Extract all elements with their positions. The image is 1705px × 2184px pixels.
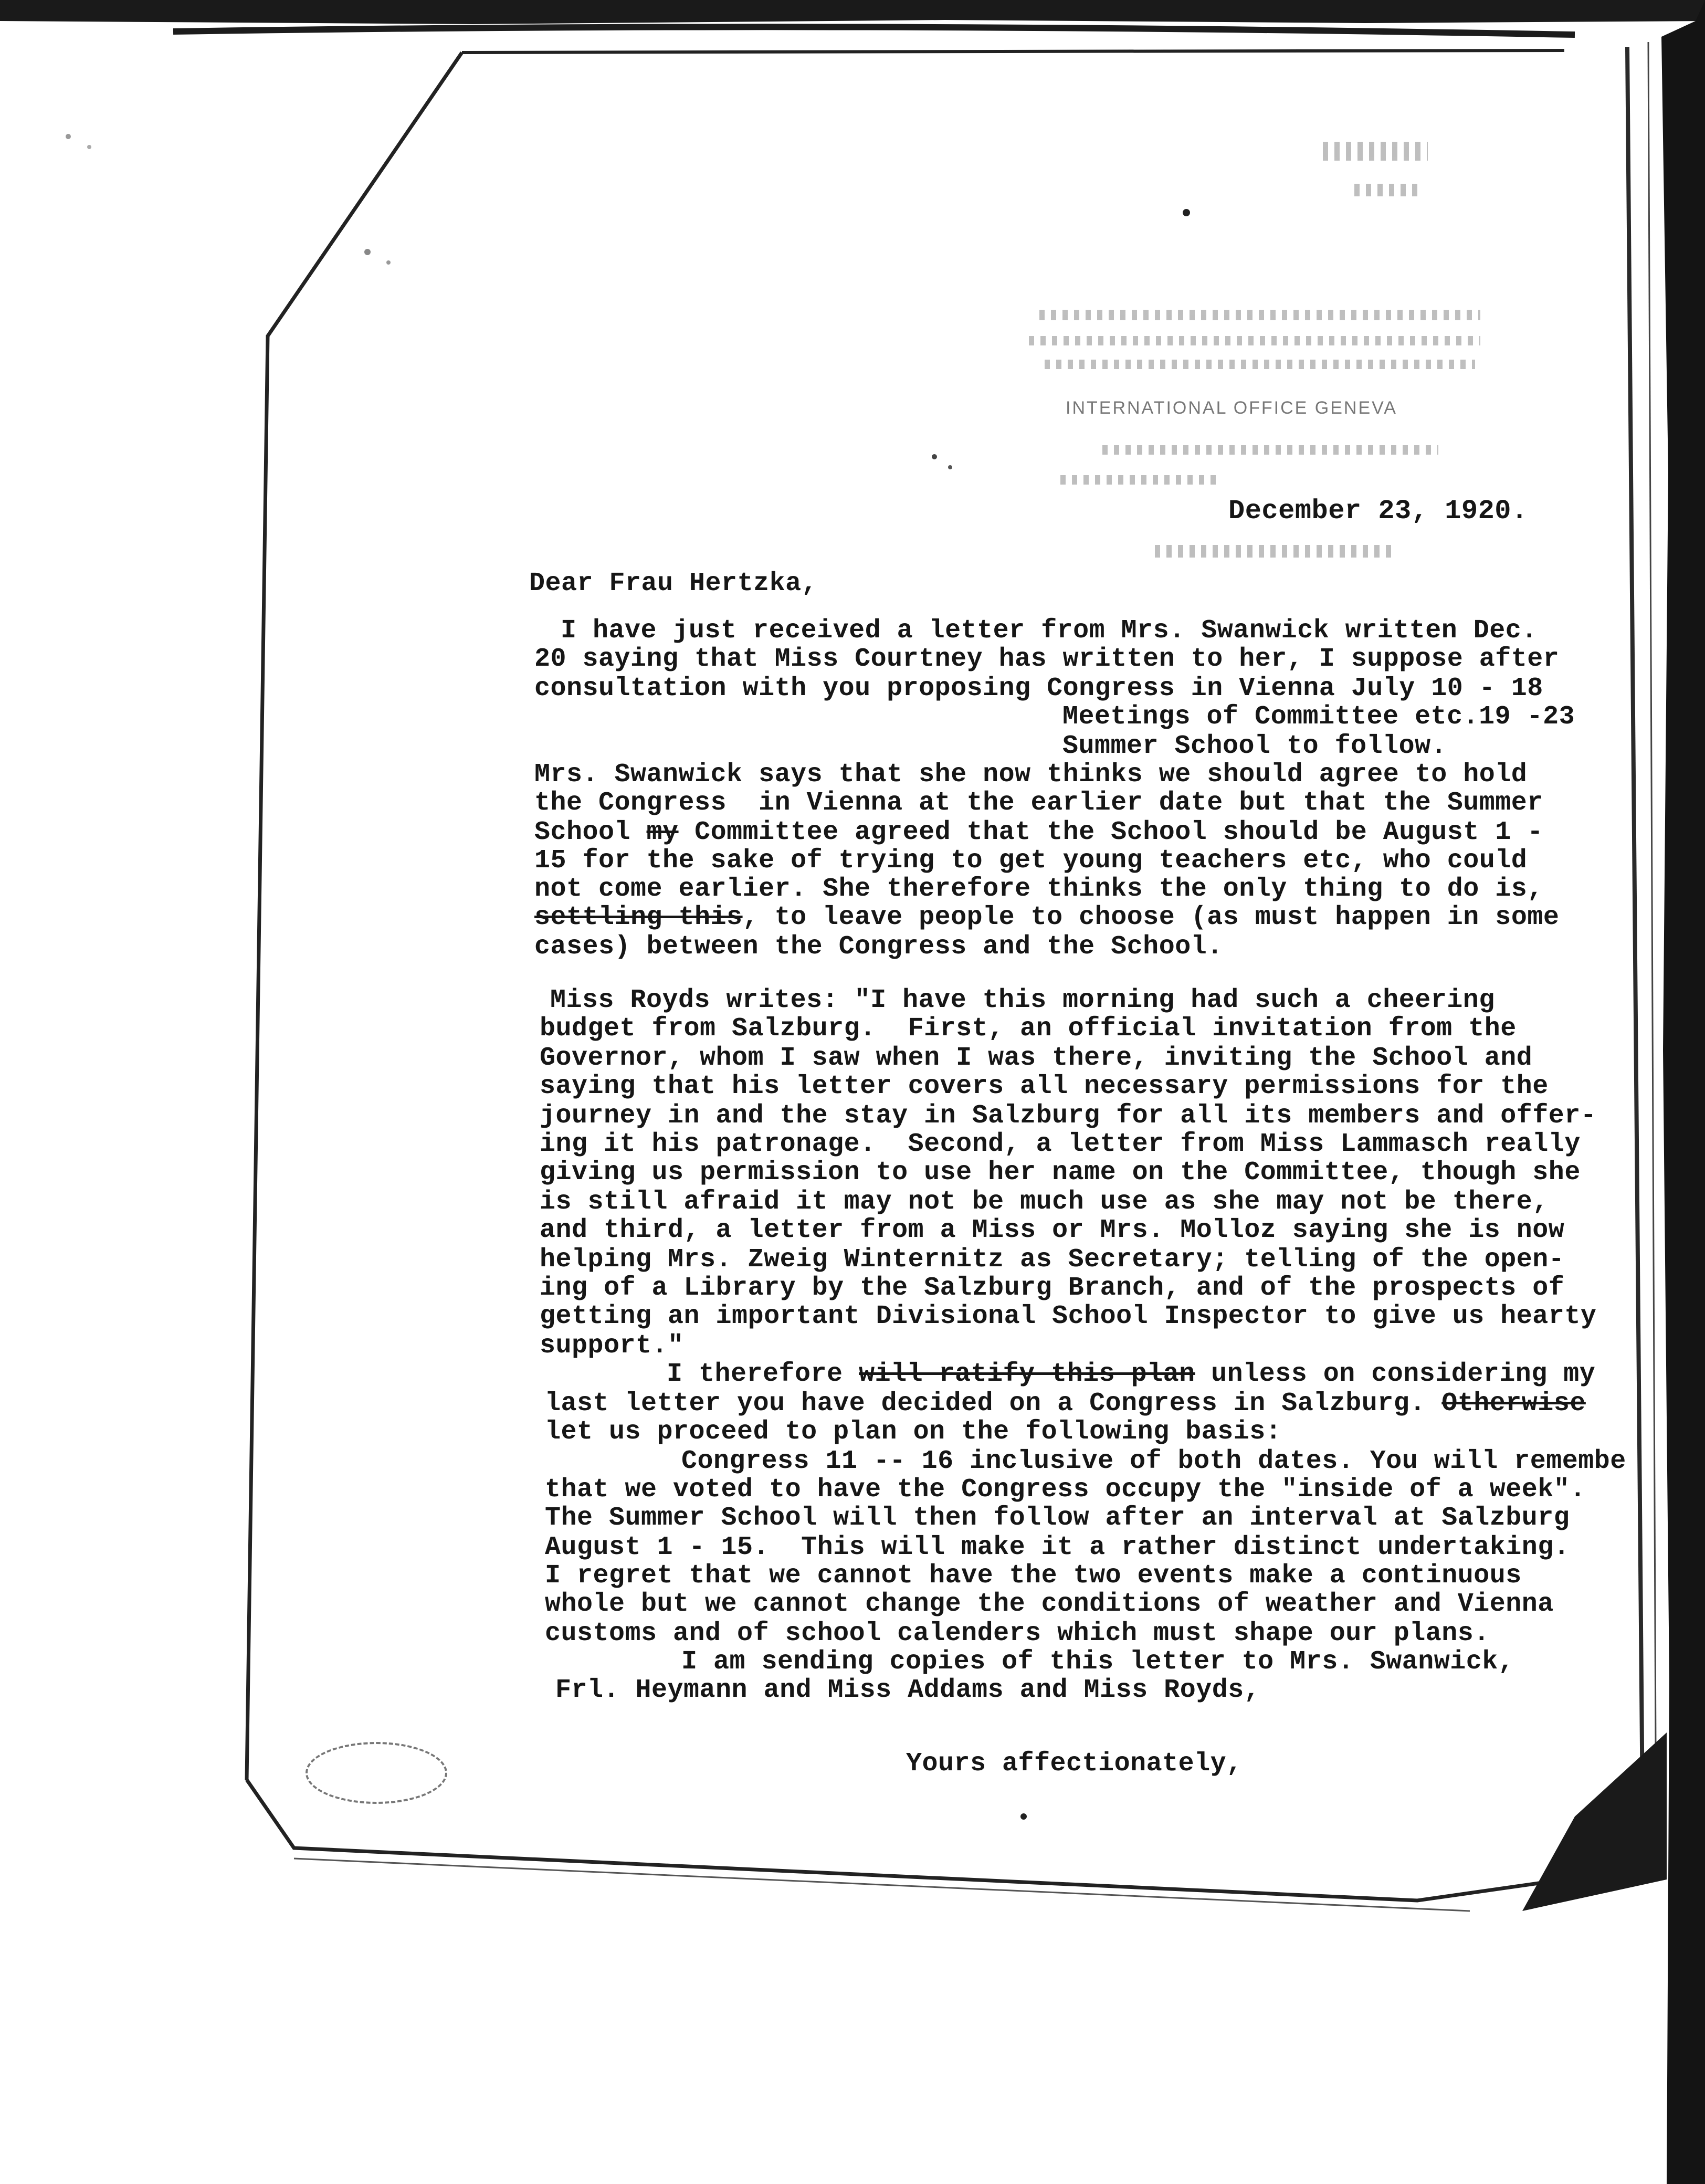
paragraph4-line: Congress 11 -- 16 inclusive of both dates. You will remembe xyxy=(681,1446,1626,1476)
paragraph4-line xyxy=(545,1388,1586,1420)
paragraph4-line: Frl. Heymann and Miss Addams and Miss Royds, xyxy=(555,1675,1260,1705)
paragraph4-line: customs and of school calenders which must shape our plans. xyxy=(545,1619,1490,1648)
letterhead-smudge xyxy=(1060,475,1218,485)
paragraph2-text: , to leave people to choose (as must happen in some xyxy=(742,902,1560,932)
paragraph3-line: ing of a Library by the Salzburg Branch, and of the prospects of xyxy=(540,1273,1565,1303)
paragraph4-line: I am sending copies of this letter to Mrs. Swanwick, xyxy=(681,1647,1514,1677)
paragraph2-line: 15 for the sake of trying to get young teachers etc, who could xyxy=(534,846,1528,876)
paragraph1-line: consultation with you proposing Congress in Vienna July 10 - 18 xyxy=(534,674,1543,704)
paragraph2-line: the Congress in Vienna at the earlier date but that the Summer xyxy=(534,788,1543,818)
paragraph3-line: getting an important Divisional School Inspector to give us hearty xyxy=(540,1301,1597,1331)
paragraph2-line: cases) between the Congress and the School. xyxy=(534,932,1223,962)
paragraph4-line: I regret that we cannot have the two events make a continuous xyxy=(545,1561,1522,1591)
paragraph1-line: I have just received a letter from Mrs. Swanwick written Dec. xyxy=(561,616,1538,646)
paragraph2-line xyxy=(534,817,1543,848)
paragraph4-text: unless on considering my xyxy=(1195,1359,1596,1389)
paragraph3-line: journey in and the stay in Salzburg for all its members and offer- xyxy=(540,1101,1597,1131)
paragraph4-line xyxy=(667,1359,1595,1390)
paragraph4-line: that we voted to have the Congress occupy the "inside of a week". xyxy=(545,1475,1586,1505)
paragraph3-line: ing it his patronage. Second, a letter from Miss Lammasch really xyxy=(540,1129,1581,1159)
paragraph2-text: School xyxy=(534,817,647,847)
paragraph4-text: I therefore xyxy=(667,1359,859,1389)
paragraph3-line: saying that his letter covers all necessary permissions for the xyxy=(540,1072,1549,1101)
paragraph2-line xyxy=(534,902,1559,933)
paragraph4-line: The Summer School will then follow after an interval at Salzburg xyxy=(545,1503,1570,1533)
paragraph2-line: Mrs. Swanwick says that she now thinks we should agree to hold xyxy=(534,760,1528,790)
struck-text: my xyxy=(646,817,679,847)
paragraph4-line: let us proceed to plan on the following basis: xyxy=(545,1417,1282,1447)
paragraph3-line: Miss Royds writes: "I have this morning had such a cheering xyxy=(550,985,1495,1015)
paragraph4-line: August 1 - 15. This will make it a rather distinct undertaking. xyxy=(545,1532,1570,1562)
letterhead-smudge xyxy=(1102,445,1438,455)
paragraph1-line: Meetings of Committee etc.19 -23 xyxy=(1062,702,1575,732)
paragraph2-line: not come earlier. She therefore thinks the only thing to do is, xyxy=(534,874,1543,904)
paragraph1-line: 20 saying that Miss Courtney has written to her, I suppose after xyxy=(534,644,1560,674)
paragraph3-line: support." xyxy=(540,1331,684,1361)
letterhead-smudge xyxy=(1323,142,1428,161)
struck-text: will ratify this plan xyxy=(859,1359,1195,1389)
archive-stamp xyxy=(306,1742,447,1804)
salutation: Dear Frau Hertzka, xyxy=(529,569,818,598)
paragraph3-line: budget from Salzburg. First, an official invitation from the xyxy=(540,1014,1517,1044)
paragraph3-line: helping Mrs. Zweig Winternitz as Secretary; telling of the open- xyxy=(540,1245,1565,1275)
paragraph4-line: whole but we cannot change the conditions of weather and Vienna xyxy=(545,1589,1554,1619)
paragraph4-text: last letter you have decided on a Congress in Salzburg. xyxy=(545,1389,1442,1419)
letterhead-smudge xyxy=(1039,310,1480,320)
paragraph3-line: giving us permission to use her name on the Committee, though she xyxy=(540,1158,1581,1188)
letterhead-smudge xyxy=(1029,336,1480,345)
letterhead-smudge xyxy=(1045,360,1475,369)
struck-text: Otherwise xyxy=(1441,1389,1586,1419)
paragraph3-line: and third, a letter from a Miss or Mrs. Molloz saying she is now xyxy=(540,1215,1565,1245)
paragraph3-line: Governor, whom I saw when I was there, inviting the School and xyxy=(540,1043,1533,1073)
paragraph1-line: Summer School to follow. xyxy=(1062,731,1447,761)
closing: Yours affectionately, xyxy=(906,1749,1243,1779)
paragraph3-line: is still afraid it may not be much use as she may not be there, xyxy=(540,1187,1549,1217)
letterhead-org-name: INTERNATIONAL OFFICE GENEVA xyxy=(1066,398,1397,418)
struck-text: settling this xyxy=(534,902,743,932)
received-stamp-smudge xyxy=(1155,545,1396,558)
paragraph2-text: Committee agreed that the School should be August 1 - xyxy=(678,817,1543,847)
letterhead-smudge xyxy=(1354,184,1423,196)
letter-date: December 23, 1920. xyxy=(1228,496,1528,527)
